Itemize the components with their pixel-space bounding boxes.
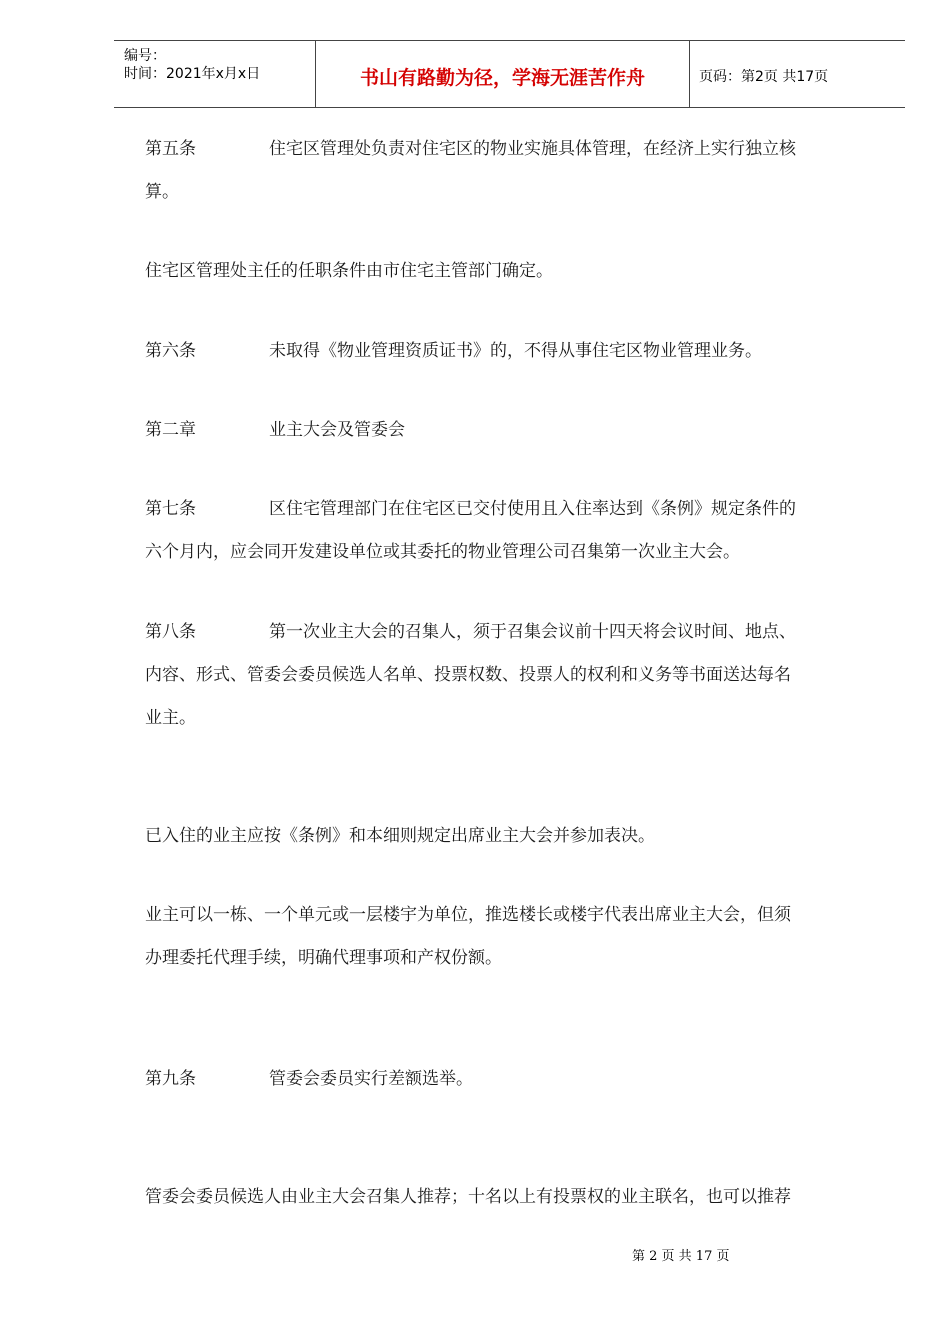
document-number-label: 编号：: [124, 48, 166, 64]
paragraph-line: 内容、形式、管委会委员候选人名单、投票权数、投票人的权利和义务等书面送达每名: [145, 665, 791, 685]
header-page-code: 页码：第2页 共17页: [699, 69, 829, 85]
article-9: [145, 1058, 880, 1101]
paragraph-line: [145, 611, 880, 654]
paragraph-line: 管委会委员候选人由业主大会召集人推荐；十名以上有投票权的业主联名，也可以推荐: [145, 1187, 791, 1207]
paragraph-text: 未取得《物业管理资质证书》的，不得从事住宅区物业管理业务。: [269, 341, 762, 361]
paragraph-text: 区住宅管理部门在住宅区已交付使用且入住率达到《条例》规定条件的: [269, 499, 796, 519]
chapter-title: 业主大会及管委会: [269, 420, 405, 440]
article-number: 第六条: [145, 341, 196, 361]
paragraph-line: 业主可以一栋、一个单元或一层楼宇为单位，推选楼长或楼宇代表出席业主大会，但须: [145, 905, 791, 925]
article-5: [145, 128, 880, 214]
header-page-cell: [689, 41, 905, 107]
paragraph-candidates: [145, 1176, 880, 1219]
article-7: [145, 488, 880, 574]
paragraph-line: 住宅区管理处主任的任职条件由市住宅主管部门确定。: [145, 261, 553, 281]
paragraph-line: [145, 409, 880, 452]
page-header: [114, 40, 905, 108]
paragraph-line: [145, 128, 880, 171]
article-6: [145, 330, 880, 373]
header-meta-cell: [114, 41, 315, 107]
header-motto-cell: [315, 41, 690, 107]
chapter-number: 第二章: [145, 420, 196, 440]
paragraph-line: [145, 488, 880, 531]
article-number: 第八条: [145, 622, 196, 642]
paragraph-line: 办理委托代理手续，明确代理事项和产权份额。: [145, 948, 502, 968]
page-footer: 第 2 页 共 17 页: [632, 1249, 730, 1264]
paragraph-director-qualification: [145, 250, 880, 293]
paragraph-owner-attendance: [145, 815, 880, 858]
paragraph-text: 管委会委员实行差额选举。: [269, 1069, 473, 1089]
article-8: [145, 611, 880, 740]
article-number: 第五条: [145, 139, 196, 159]
paragraph-line: 算。: [145, 182, 179, 202]
article-number: 第七条: [145, 499, 196, 519]
paragraph-text: 住宅区管理处负责对住宅区的物业实施具体管理，在经济上实行独立核: [269, 139, 796, 159]
paragraph-line: [145, 330, 880, 373]
header-motto: 书山有路勤为径，学海无涯苦作舟: [359, 67, 645, 89]
paragraph-line: 六个月内，应会同开发建设单位或其委托的物业管理公司召集第一次业主大会。: [145, 542, 740, 562]
paragraph-line: 业主。: [145, 708, 196, 728]
paragraph-text: 第一次业主大会的召集人，须于召集会议前十四天将会议时间、地点、: [269, 622, 796, 642]
document-time-label: 时间：2021年x月x日: [124, 66, 261, 82]
article-number: 第九条: [145, 1069, 196, 1089]
paragraph-line: [145, 1058, 880, 1101]
paragraph-proxy: [145, 894, 880, 980]
chapter-2-heading: [145, 409, 880, 452]
paragraph-line: 已入住的业主应按《条例》和本细则规定出席业主大会并参加表决。: [145, 826, 655, 846]
